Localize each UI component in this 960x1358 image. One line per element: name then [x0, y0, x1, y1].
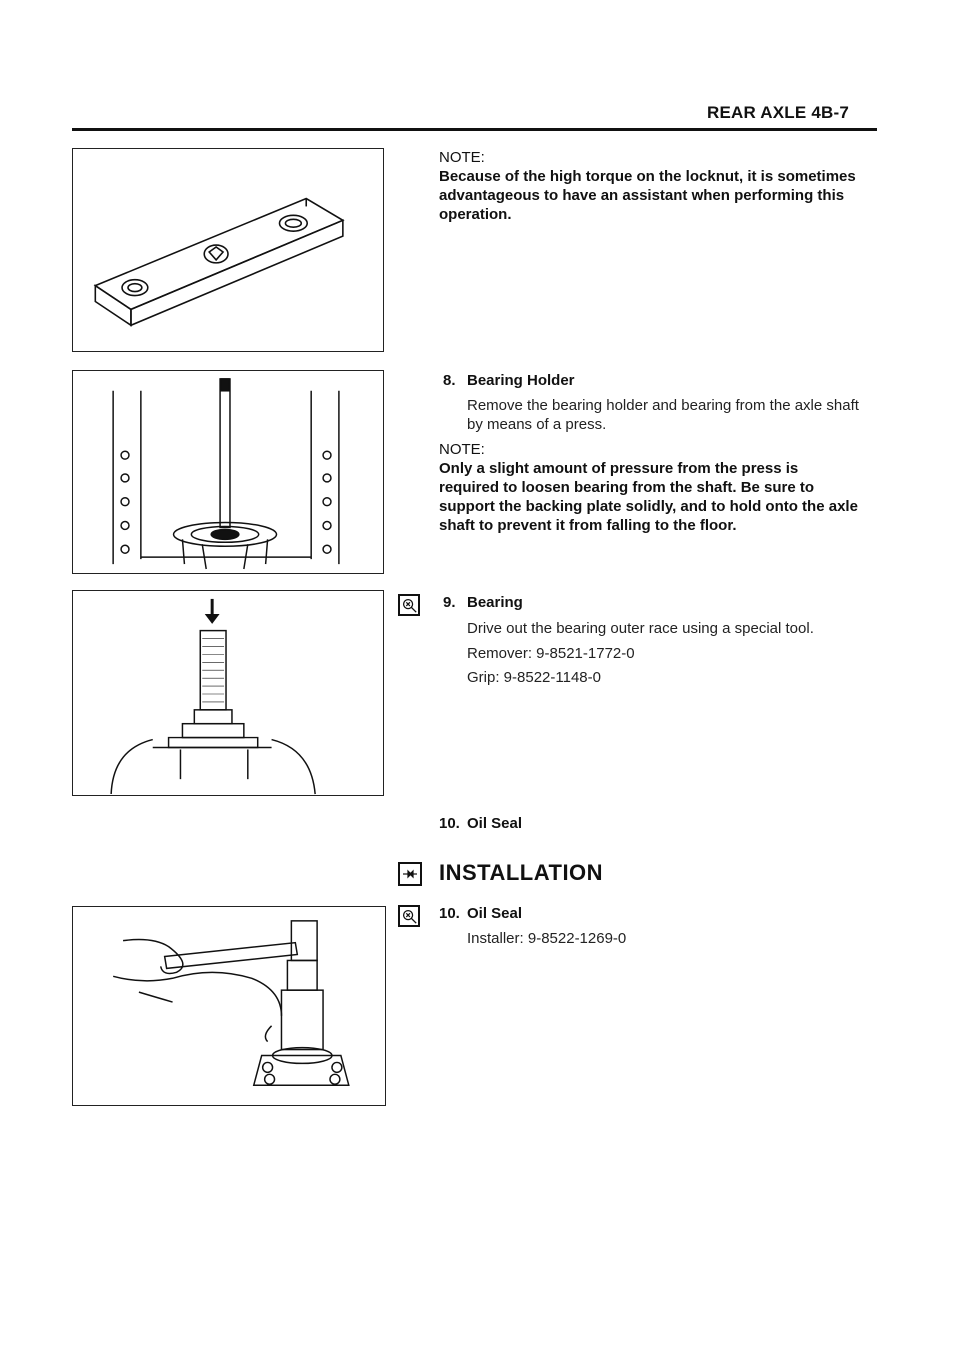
page-header-title: REAR AXLE 4B-7: [707, 103, 849, 122]
note-2: [439, 440, 859, 535]
step-10-number: 10.: [439, 815, 460, 832]
figure-bearing-removal: [72, 590, 384, 796]
step-9-grip: Grip: 9-8522-1148-0: [467, 669, 601, 686]
figure-press: [72, 370, 384, 574]
step-8-body: Remove the bearing holder and bearing from the axle shaft by means of a press.: [467, 397, 859, 433]
figure-oil-seal-install: [72, 906, 386, 1106]
step-9-number: 9.: [443, 594, 456, 611]
note-1: [439, 148, 859, 224]
note-2-label: NOTE:: [439, 441, 485, 458]
step-8-title: Bearing Holder: [467, 372, 575, 389]
step-9-remover: Remover: 9-8521-1772-0: [467, 645, 635, 662]
special-tool-icon-2: [398, 905, 420, 927]
step-10-title: Oil Seal: [467, 815, 523, 832]
step-9-body: Drive out the bearing outer race using a special tool.: [467, 620, 814, 637]
figure-plate-tool: [72, 148, 384, 352]
special-tool-icon: [398, 594, 420, 616]
header-rule: [72, 128, 877, 131]
installation-icon: [398, 862, 422, 886]
step-10b-installer: Installer: 9-8522-1269-0: [467, 930, 627, 947]
note-2-text: Only a slight amount of pressure from the press is required to loosen bearing from the shaft. Be sure to support the backing plate solidly, and to hold onto the axle shaft to prevent it from falling to the floor.: [439, 460, 858, 534]
step-8-number: 8.: [443, 372, 456, 389]
step-10b-number: 10.: [439, 905, 460, 922]
installation-heading: INSTALLATION: [439, 860, 604, 885]
step-10b-title: Oil Seal: [467, 905, 523, 922]
note-1-label: NOTE:: [439, 149, 485, 166]
step-9-title: Bearing: [467, 594, 523, 611]
note-1-text: Because of the high torque on the locknut, it is sometimes advantageous to have an assistant when performing this operation.: [439, 168, 856, 223]
